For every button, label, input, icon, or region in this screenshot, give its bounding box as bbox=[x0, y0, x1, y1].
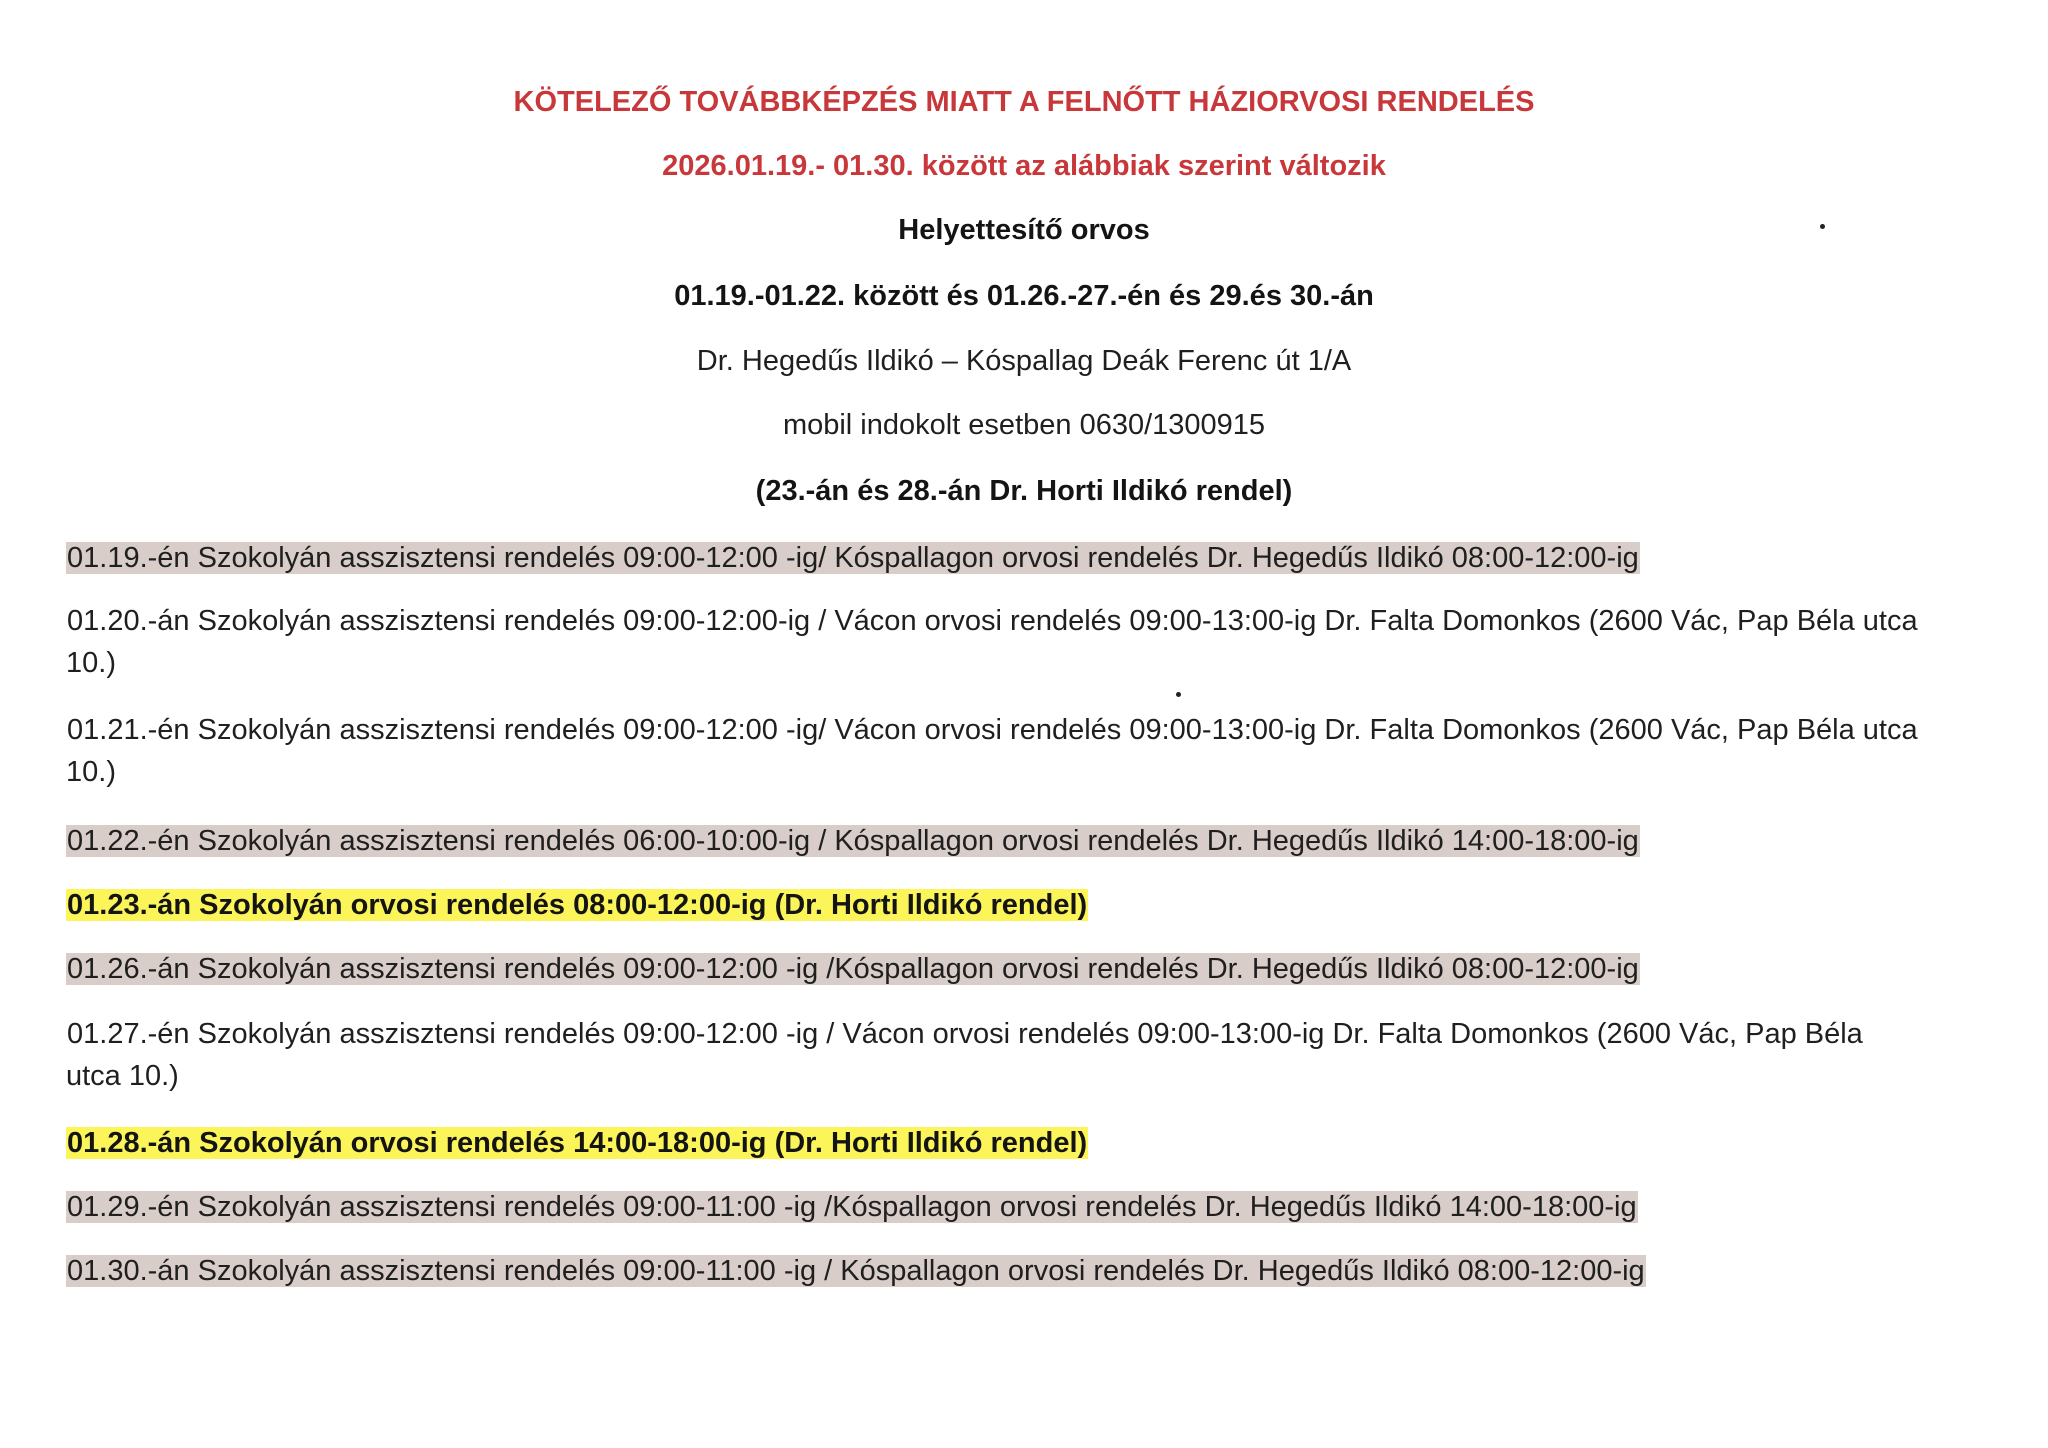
schedule-text: 01.30.-án Szokolyán asszisztensi rendelés 09:00-11:00 -ig / Kóspallagon orvosi rendelés Dr. Hegedűs Ildikó 08:00-12:00-ig bbox=[67, 1255, 1645, 1287]
schedule-row-0128 bbox=[66, 1122, 1088, 1164]
schedule-text: 01.20.-án Szokolyán asszisztensi rendelés 09:00-12:00-ig / Vácon orvosi rendelés 09:00-13:00-ig Dr. Falta Domonkos (2600 Vác, Pap Béla utca 10.) bbox=[66, 605, 1918, 679]
schedule-row-0119 bbox=[66, 537, 1640, 579]
schedule-text: 01.23.-án Szokolyán orvosi rendelés 08:00-12:00-ig (Dr. Horti Ildikó rendel) bbox=[67, 889, 1088, 921]
notice-date-range: 2026.01.19.- 01.30. között az alábbiak szerint változik bbox=[662, 150, 1386, 182]
substitute-dates: 01.19.-01.22. között és 01.26.-27.-én és 29.és 30.-án bbox=[674, 280, 1374, 312]
schedule-row-0120 bbox=[66, 600, 1966, 684]
schedule-text: 01.28.-án Szokolyán orvosi rendelés 14:00-18:00-ig (Dr. Horti Ildikó rendel) bbox=[67, 1127, 1088, 1159]
substitute-address: Dr. Hegedűs Ildikó – Kóspallag Deák Ferenc út 1/A bbox=[696, 345, 1352, 377]
schedule-row-0121 bbox=[66, 709, 1966, 793]
schedule-text: 01.19.-én Szokolyán asszisztensi rendelés 09:00-12:00 -ig/ Kóspallagon orvosi rendelés Dr. Hegedűs Ildikó 08:00-12:00-ig bbox=[67, 542, 1639, 574]
mobile-number: mobil indokolt esetben 0630/1300915 bbox=[782, 409, 1266, 441]
scan-speck bbox=[1176, 692, 1181, 697]
schedule-row-0122 bbox=[66, 820, 1640, 862]
schedule-text: 01.26.-án Szokolyán asszisztensi rendelés 09:00-12:00 -ig /Kóspallagon orvosi rendelés Dr. Hegedűs Ildikó 08:00-12:00-ig bbox=[67, 953, 1639, 985]
schedule-row-0130 bbox=[66, 1250, 1646, 1292]
substitute-doctor-heading: Helyettesítő orvos bbox=[898, 214, 1150, 246]
scan-speck bbox=[1820, 224, 1825, 229]
schedule-text: 01.29.-én Szokolyán asszisztensi rendelés 09:00-11:00 -ig /Kóspallagon orvosi rendelés Dr. Hegedűs Ildikó 14:00-18:00-ig bbox=[67, 1191, 1637, 1223]
notice-title: KÖTELEZŐ TOVÁBBKÉPZÉS MIATT A FELNŐTT HÁZIORVOSI RENDELÉS bbox=[513, 86, 1535, 118]
schedule-row-0123 bbox=[66, 884, 1088, 926]
schedule-text: 01.27.-én Szokolyán asszisztensi rendelés 09:00-12:00 -ig / Vácon orvosi rendelés 09:00-13:00-ig Dr. Falta Domonkos (2600 Vác, Pap Béla utca 10.) bbox=[66, 1018, 1863, 1092]
horti-note: (23.-án és 28.-án Dr. Horti Ildikó rendel) bbox=[755, 475, 1293, 507]
schedule-row-0129 bbox=[66, 1186, 1638, 1228]
schedule-row-0126 bbox=[66, 948, 1640, 990]
schedule-text: 01.22.-én Szokolyán asszisztensi rendelés 06:00-10:00-ig / Kóspallagon orvosi rendelés Dr. Hegedűs Ildikó 14:00-18:00-ig bbox=[67, 825, 1639, 857]
schedule-row-0127 bbox=[66, 1013, 1906, 1097]
schedule-text: 01.21.-én Szokolyán asszisztensi rendelés 09:00-12:00 -ig/ Vácon orvosi rendelés 09:00-13:00-ig Dr. Falta Domonkos (2600 Vác, Pap Béla utca 10.) bbox=[66, 714, 1918, 788]
